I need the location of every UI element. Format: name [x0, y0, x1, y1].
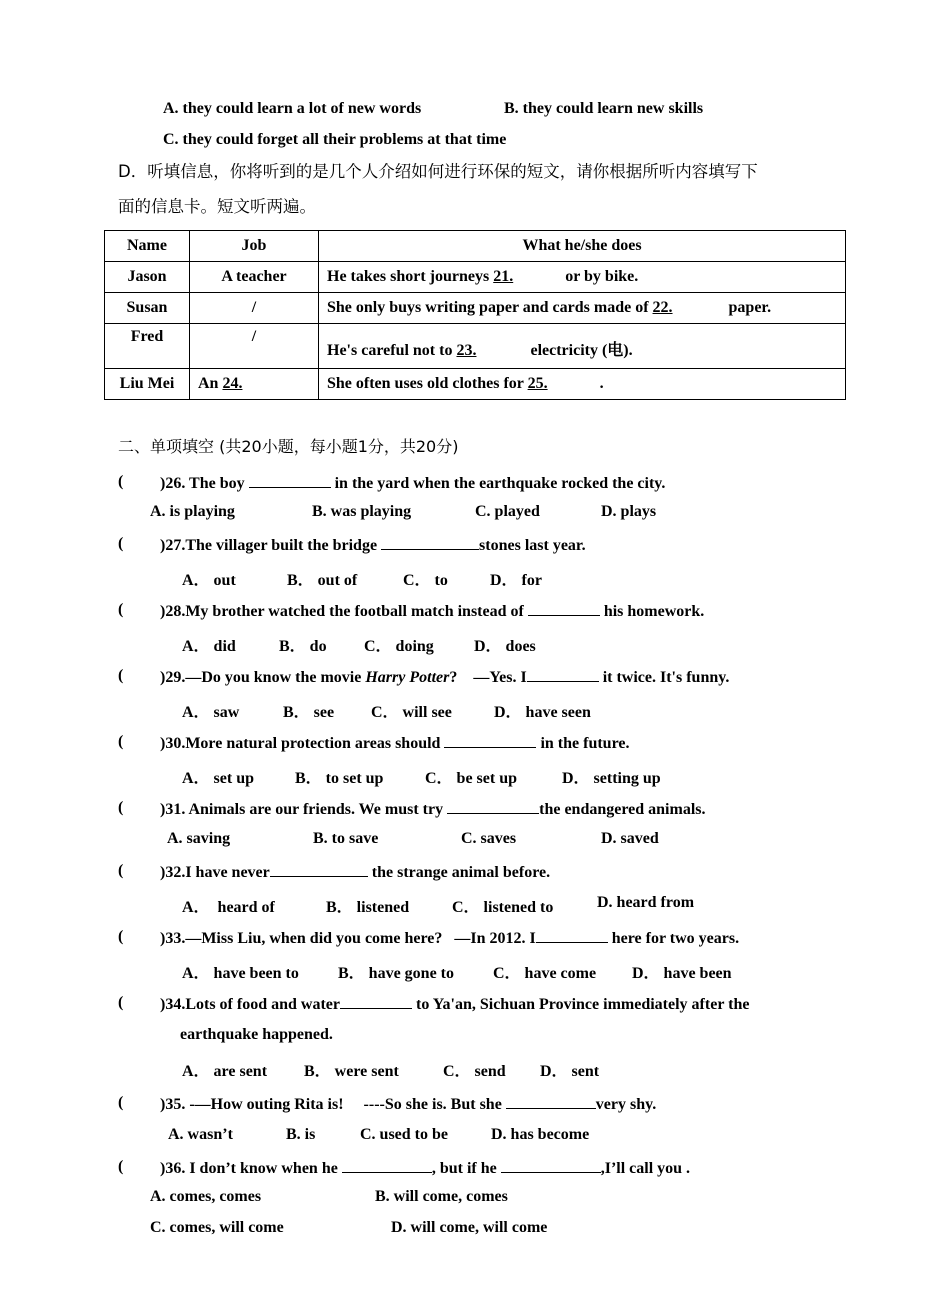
q33-option-b[interactable]: B． have gone to [338, 965, 455, 982]
what-text: She only buys writing paper and cards made of [327, 299, 653, 316]
q34-option-a[interactable]: A． are sent [182, 1063, 268, 1080]
blank[interactable] [249, 472, 331, 488]
q27-option-c[interactable]: C． to [403, 572, 448, 589]
question-text: )32.I have never the strange animal before. [160, 861, 550, 883]
answer-paren[interactable]: ( [118, 862, 124, 879]
answer-paren[interactable]: ( [118, 1158, 124, 1175]
q30-option-b[interactable]: B． to set up [295, 770, 384, 787]
info-card-table [104, 230, 846, 400]
q31-option-c[interactable]: C. saves [461, 830, 517, 847]
section-2-title: 二、单项填空 (共20小题，每小题1分，共20分) [118, 437, 459, 456]
q27-option-b[interactable]: B． out of [287, 572, 358, 589]
cell-job: / [190, 324, 319, 369]
blank-number: 24. [222, 375, 243, 392]
q36-option-c[interactable]: C. comes, will come [150, 1219, 284, 1236]
cell-what [319, 324, 846, 369]
header-name: Name [105, 231, 190, 262]
question-text: )35. -—How outing Rita is! ----So she is. But she very shy. [160, 1093, 656, 1115]
q31-option-b[interactable]: B. to save [313, 830, 379, 847]
blank[interactable] [506, 1093, 596, 1109]
what-text: electricity (电). [526, 342, 633, 359]
q30-option-d[interactable]: D． setting up [562, 770, 661, 787]
q34-option-d[interactable]: D． sent [540, 1063, 600, 1080]
q27-option-a[interactable]: A． out [182, 572, 236, 589]
q29-option-a[interactable]: A． saw [182, 704, 240, 721]
answer-paren[interactable]: ( [118, 601, 124, 618]
question-text: )31. Animals are our friends. We must try the endangered animals. [160, 798, 706, 820]
q28-option-c[interactable]: C． doing [364, 638, 434, 655]
q29-option-b[interactable]: B． see [283, 704, 335, 721]
q36-option-b[interactable]: B. will come, comes [375, 1188, 508, 1205]
q34-option-b[interactable]: B． were sent [304, 1063, 399, 1080]
blank-22[interactable] [653, 299, 725, 316]
q32-option-d[interactable]: D. heard from [597, 894, 695, 911]
q28-option-a[interactable]: A． did [182, 638, 236, 655]
answer-paren[interactable]: ( [118, 535, 124, 552]
question-text: )27.The villager built the bridge stones last year. [160, 534, 586, 556]
table-row [105, 324, 846, 369]
cell-what [319, 369, 846, 400]
cell-job: A teacher [190, 262, 319, 293]
blank-24[interactable] [222, 375, 284, 392]
q26-option-d[interactable]: D. plays [601, 503, 657, 520]
table-header-row [105, 231, 846, 262]
q31-option-a[interactable]: A. saving [167, 830, 231, 847]
cell-name: Jason [105, 262, 190, 293]
blank-number: 23. [456, 342, 477, 359]
blank[interactable] [447, 798, 539, 814]
cell-what [319, 293, 846, 324]
q32-option-c[interactable]: C． listened to [452, 899, 554, 916]
what-text: . [599, 375, 604, 392]
q27-option-d[interactable]: D． for [490, 572, 542, 589]
q30-option-a[interactable]: A． set up [182, 770, 255, 787]
q34-option-c[interactable]: C． send [443, 1063, 506, 1080]
header-what: What he/she does [319, 231, 846, 262]
what-text: He's careful not to [327, 342, 457, 359]
q26-option-a[interactable]: A. is playing [150, 503, 235, 520]
question-text: )36. I don’t know when he , but if he ,I’ll call you . [160, 1157, 690, 1179]
q30-option-c[interactable]: C． be set up [425, 770, 518, 787]
q31-option-d[interactable]: D. saved [601, 830, 659, 847]
option-c: C. they could forget all their problems at that time [163, 131, 507, 148]
blank-number: 21. [493, 268, 514, 285]
table-row [105, 369, 846, 400]
blank[interactable] [342, 1157, 432, 1173]
blank[interactable] [528, 600, 600, 616]
blank-23[interactable] [456, 342, 526, 359]
blank[interactable] [381, 534, 479, 550]
answer-paren[interactable]: ( [118, 1094, 124, 1111]
what-text: or by bike. [561, 268, 639, 285]
q33-option-c[interactable]: C． have come [493, 965, 597, 982]
cell-job [190, 369, 319, 400]
answer-paren[interactable]: ( [118, 667, 124, 684]
blank[interactable] [527, 666, 599, 682]
q28-option-d[interactable]: D． does [474, 638, 536, 655]
cell-name: Liu Mei [105, 369, 190, 400]
q32-option-a[interactable]: A． heard of [182, 899, 275, 916]
q33-option-d[interactable]: D． have been [632, 965, 732, 982]
answer-paren[interactable]: ( [118, 733, 124, 750]
q36-option-d[interactable]: D. will come, will come [391, 1219, 548, 1236]
blank[interactable] [340, 993, 412, 1009]
q35-option-c[interactable]: C. used to be [360, 1126, 449, 1143]
what-text: He takes short journeys [327, 268, 494, 285]
answer-paren[interactable]: ( [118, 994, 124, 1011]
cell-what [319, 262, 846, 293]
blank-number: 25. [527, 375, 548, 392]
blank-21[interactable] [493, 268, 561, 285]
cell-job: / [190, 293, 319, 324]
answer-paren[interactable]: ( [118, 928, 124, 945]
q35-option-d[interactable]: D. has become [491, 1126, 590, 1143]
question-text: )34.Lots of food and water to Ya'an, Sichuan Province immediately after the [160, 993, 749, 1015]
section-d-instruction-line1: D．听填信息，你将听到的是几个人介绍如何进行环保的短文，请你根据所听内容填写下 [118, 162, 758, 181]
answer-paren[interactable]: ( [118, 799, 124, 816]
blank[interactable] [270, 861, 368, 877]
movie-title: Harry Potter [365, 669, 450, 686]
blank-number: 22. [652, 299, 673, 316]
q32-option-b[interactable]: B． listened [326, 899, 410, 916]
question-text: )29.—Do you know the movie Harry Potter? —Yes. I it twice. It's funny. [160, 666, 729, 688]
blank-25[interactable] [528, 375, 600, 392]
q29-option-d[interactable]: D． have seen [494, 704, 591, 721]
q26-option-b[interactable]: B. was playing [312, 503, 412, 520]
question-text: )33.—Miss Liu, when did you come here? —In 2012. I here for two years. [160, 927, 739, 949]
what-text: She often uses old clothes for [327, 375, 528, 392]
q26-option-c[interactable]: C. played [475, 503, 540, 520]
q29-option-c[interactable]: C． will see [371, 704, 452, 721]
header-job: Job [190, 231, 319, 262]
option-b: B. they could learn new skills [504, 100, 704, 117]
job-text: An [198, 375, 223, 392]
cell-name: Fred [105, 324, 190, 369]
cell-name: Susan [105, 293, 190, 324]
question-34-line2: earthquake happened. [180, 1026, 333, 1043]
question-text: )26. The boy in the yard when the earthquake rocked the city. [160, 472, 665, 494]
table-row [105, 262, 846, 293]
q36-option-a[interactable]: A. comes, comes [150, 1188, 262, 1205]
q35-option-a[interactable]: A. wasn’t [168, 1126, 233, 1143]
question-text: )30.More natural protection areas should in the future. [160, 732, 629, 754]
blank[interactable] [444, 732, 536, 748]
table-row [105, 293, 846, 324]
q35-option-b[interactable]: B. is [286, 1126, 316, 1143]
section-d-instruction-line2: 面的信息卡。短文听两遍。 [118, 197, 316, 216]
blank[interactable] [536, 927, 608, 943]
answer-paren[interactable]: ( [118, 473, 124, 490]
q33-option-a[interactable]: A． have been to [182, 965, 299, 982]
option-a: A. they could learn a lot of new words [163, 100, 422, 117]
blank[interactable] [501, 1157, 601, 1173]
what-text: paper. [724, 299, 772, 316]
q28-option-b[interactable]: B． do [279, 638, 327, 655]
question-text: )28.My brother watched the football match instead of his homework. [160, 600, 704, 622]
